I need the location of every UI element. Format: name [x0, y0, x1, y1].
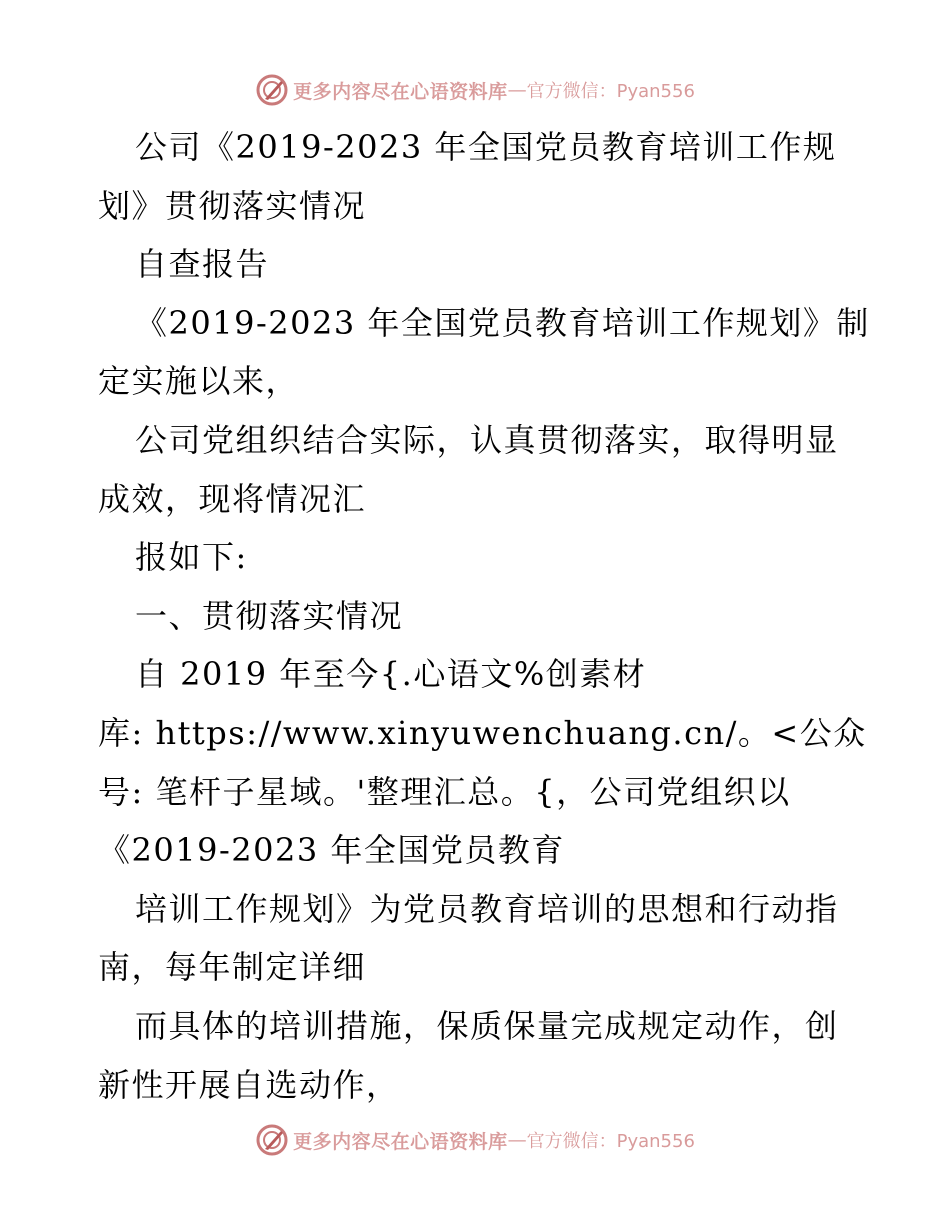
banner-text: 更多内容尽在心语资料库 [293, 80, 508, 103]
doc-line: 培训工作规划》为党员教育培训的思想和行动指 [135, 889, 839, 928]
document-body [0, 118, 950, 1114]
doc-line: 《2019-2023 年全国党员教育 [98, 831, 565, 870]
doc-line: 报如下: [135, 538, 248, 577]
doc-line: 新性开展自选动作， [98, 1065, 400, 1104]
banner-text: 更多内容尽在心语资料库 [293, 1130, 508, 1153]
header-banner [0, 70, 950, 110]
doc-line: 公司党组织结合实际，认真贯彻落实，取得明显 [135, 420, 839, 459]
doc-line: 成效，现将情况汇 [98, 479, 367, 518]
banner-dash: — [507, 79, 527, 101]
banner-wechat: 官方微信：Pyan556 [526, 1131, 695, 1152]
doc-line: 自查报告 [135, 245, 270, 284]
doc-line: 《2019-2023 年全国党员教育培训工作规划》制 [135, 303, 870, 342]
footer-banner [0, 1120, 950, 1160]
doc-line: 划》贯彻落实情况 [98, 186, 367, 225]
doc-line: 一、贯彻落实情况 [135, 596, 404, 635]
doc-line: 自 2019 年至今{.心语文%创素材 [135, 655, 647, 694]
doc-line: 南，每年制定详细 [98, 948, 367, 987]
logo-icon [255, 73, 289, 107]
banner-wechat: 官方微信：Pyan556 [526, 81, 695, 102]
doc-line: 而具体的培训措施，保质保量完成规定动作，创 [135, 1006, 839, 1045]
logo-icon [255, 1123, 289, 1157]
doc-line: 号: 笔杆子星域。'整理汇总。{，公司党组织以 [98, 772, 791, 811]
banner-dash: — [507, 1129, 527, 1151]
doc-line: 公司《2019-2023 年全国党员教育培训工作规 [135, 128, 837, 166]
doc-line: 定实施以来， [98, 362, 300, 401]
doc-line: 库: https://www.xinyuwenchuang.cn/。<公众 [98, 713, 867, 752]
